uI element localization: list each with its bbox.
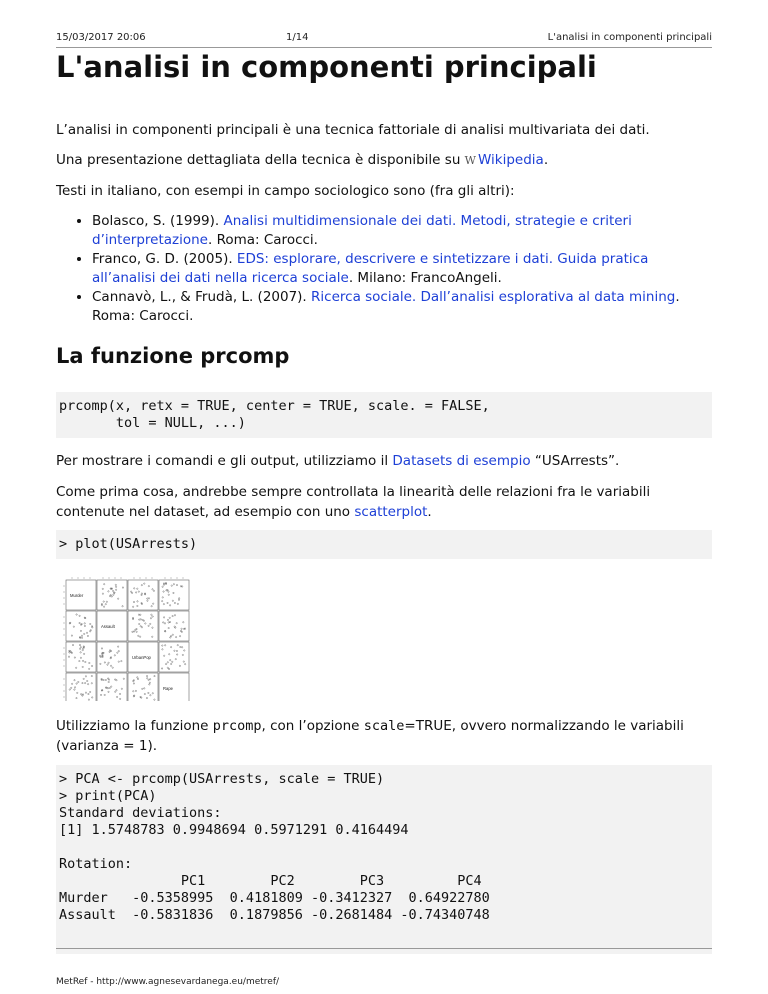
reference-item (92, 250, 712, 288)
matrix-point (79, 644, 80, 645)
matrix-point (109, 651, 110, 652)
matrix-point (85, 661, 86, 662)
matrix-point (135, 592, 136, 593)
matrix-point (76, 697, 77, 698)
matrix-point (87, 683, 88, 684)
matrix-point (182, 654, 183, 655)
matrix-point (133, 631, 134, 632)
matrix-point (100, 694, 101, 695)
reference-authors: Cannavò, L., & Frudà, L. (2007). (92, 289, 312, 305)
matrix-point (177, 603, 178, 604)
matrix-point (184, 650, 185, 651)
matrix-point (152, 627, 153, 628)
matrix-point (141, 584, 142, 585)
matrix-point (172, 661, 173, 662)
matrix-point (164, 623, 165, 624)
datasets-text-end: “USArrests”. (530, 453, 620, 469)
matrix-point (71, 683, 72, 684)
matrix-point (148, 692, 149, 693)
matrix-point (162, 649, 163, 650)
matrix-point (137, 605, 138, 606)
footer-divider (56, 948, 712, 949)
header-page-number: 1/14 (286, 32, 309, 43)
matrix-point (80, 652, 81, 653)
prcomp-paragraph (56, 716, 712, 756)
matrix-point (152, 636, 153, 637)
matrix-point (105, 679, 106, 680)
matrix-point (87, 680, 88, 681)
matrix-point (122, 606, 123, 607)
matrix-point (117, 652, 118, 653)
matrix-point (104, 694, 105, 695)
reference-link[interactable]: Analisi multidimensionale dei dati. Metodi, strategie e criteri d’interpretazione (92, 213, 632, 248)
matrix-point (87, 635, 88, 636)
matrix-point (84, 682, 85, 683)
matrix-point (108, 691, 109, 692)
wikipedia-icon: W (464, 154, 476, 167)
matrix-point (153, 590, 154, 591)
matrix-point (140, 619, 141, 620)
matrix-point (111, 596, 112, 597)
matrix-point (105, 604, 106, 605)
scatterplot-matrix-image (56, 566, 200, 701)
prcomp-text-mid: , con l’opzione (261, 718, 364, 734)
matrix-point (114, 679, 115, 680)
matrix-point (174, 602, 175, 603)
matrix-panel (128, 611, 158, 641)
matrix-point (179, 598, 180, 599)
matrix-point (115, 584, 116, 585)
matrix-point (170, 646, 171, 647)
matrix-panel (159, 580, 189, 610)
matrix-point (104, 662, 105, 663)
page-header (56, 32, 712, 44)
reference-link[interactable]: Ricerca sociale. Dall’analisi esplorativa al data mining (311, 289, 676, 305)
matrix-point (74, 657, 75, 658)
page-footer: MetRef - http://www.agnesevardanega.eu/metref/ (56, 977, 280, 987)
matrix-point (122, 587, 123, 588)
matrix-point (143, 620, 144, 621)
matrix-point (130, 591, 131, 592)
code-block-plot: > plot(USArrests) (56, 530, 712, 559)
matrix-point (101, 678, 102, 679)
reference-item (92, 212, 712, 250)
matrix-point (137, 601, 138, 602)
prcomp-text-end: =TRUE, ovvero normalizzando le variabili (varianza = 1). (56, 718, 684, 754)
matrix-point (170, 637, 171, 638)
matrix-point (92, 697, 93, 698)
matrix-point (141, 593, 142, 594)
matrix-point (162, 645, 163, 646)
linearity-text-end: . (427, 504, 432, 520)
reference-publisher: . Milano: FrancoAngeli. (348, 270, 502, 286)
matrix-point (101, 690, 102, 691)
matrix-point (174, 650, 175, 651)
matrix-point (138, 614, 139, 615)
matrix-point (138, 591, 139, 592)
matrix-panel (159, 642, 189, 672)
matrix-point (116, 696, 117, 697)
matrix-point (109, 687, 110, 688)
matrix-point (179, 635, 180, 636)
matrix-point (68, 656, 69, 657)
matrix-point (135, 690, 136, 691)
matrix-point (136, 628, 137, 629)
matrix-point (162, 600, 163, 601)
inline-code-prcomp: prcomp (212, 718, 262, 734)
matrix-panel (128, 580, 158, 610)
matrix-point (115, 589, 116, 590)
matrix-point (84, 625, 85, 626)
matrix-point (146, 675, 147, 676)
reference-link[interactable]: EDS: esplorare, descrivere e sintetizzare i dati. Guida pratica all’analisi dei dati nella ricerca sociale (92, 251, 649, 286)
matrix-point (169, 621, 170, 622)
matrix-point (91, 665, 92, 666)
matrix-point (118, 650, 119, 651)
matrix-point (74, 680, 75, 681)
matrix-point (141, 627, 142, 628)
matrix-point (167, 667, 168, 668)
matrix-point (89, 668, 90, 669)
matrix-point (103, 679, 104, 680)
datasets-text: Per mostrare i comandi e gli output, utilizziamo il (56, 453, 393, 469)
matrix-point (176, 650, 177, 651)
matrix-panel (66, 673, 96, 701)
matrix-point (71, 635, 72, 636)
matrix-point (106, 601, 107, 602)
matrix-point (101, 648, 102, 649)
matrix-point (149, 684, 150, 685)
matrix-point (174, 615, 175, 616)
matrix-point (175, 658, 176, 659)
matrix-point (86, 632, 87, 633)
matrix-point (162, 597, 163, 598)
matrix-point (78, 681, 79, 682)
matrix-point (167, 662, 168, 663)
matrix-point (148, 598, 149, 599)
matrix-point (173, 592, 174, 593)
matrix-point (89, 691, 90, 692)
matrix-point (150, 679, 151, 680)
matrix-point (165, 645, 166, 646)
matrix-point (110, 665, 111, 666)
matrix-panel (159, 611, 189, 641)
matrix-point (169, 654, 170, 655)
matrix-point (80, 694, 81, 695)
matrix-point (76, 614, 77, 615)
matrix-point (151, 614, 152, 615)
matrix-point (88, 693, 89, 694)
matrix-point (83, 678, 84, 679)
matrix-point (163, 591, 164, 592)
matrix-point (108, 662, 109, 663)
matrix-point (103, 606, 104, 607)
reference-authors: Franco, G. D. (2005). (92, 251, 237, 267)
matrix-point (91, 675, 92, 676)
matrix-point (133, 601, 134, 602)
reference-publisher: . Roma: Carocci. (92, 289, 680, 324)
matrix-point (73, 626, 74, 627)
matrix-point (80, 647, 81, 648)
matrix-point (102, 588, 103, 589)
matrix-point (150, 623, 151, 624)
matrix-point (139, 623, 140, 624)
matrix-point (161, 668, 162, 669)
matrix-point (112, 667, 113, 668)
intro-paragraph: L’analisi in componenti principali è una tecnica fattoriale di analisi multivariata dei dati. (56, 122, 650, 138)
matrix-point (172, 600, 173, 601)
matrix-point (80, 657, 81, 658)
matrix-point (82, 660, 83, 661)
header-title: L'analisi in componenti principali (547, 32, 712, 43)
wikipedia-link[interactable]: Wikipedia (477, 152, 544, 168)
matrix-point (76, 683, 77, 684)
inline-code-scale: scale (363, 718, 405, 734)
prcomp-text: Utilizziamo la funzione (56, 718, 213, 734)
scatterplot-link[interactable]: scatterplot (354, 504, 428, 520)
matrix-point (69, 652, 70, 653)
matrix-point (179, 665, 180, 666)
wiki-text: Una presentazione dettagliata della tecnica è disponibile su (56, 152, 465, 168)
matrix-point (145, 623, 146, 624)
matrix-point (137, 678, 138, 679)
matrix-point (115, 691, 116, 692)
matrix-point (149, 682, 150, 683)
matrix-point (180, 646, 181, 647)
matrix-variable-label: UrbanPop (132, 655, 151, 660)
matrix-point (170, 659, 171, 660)
matrix-point (140, 626, 141, 627)
matrix-point (163, 603, 164, 604)
matrix-point (75, 667, 76, 668)
matrix-point (137, 588, 138, 589)
matrix-point (133, 683, 134, 684)
matrix-point (181, 628, 182, 629)
matrix-point (148, 625, 149, 626)
header-divider (56, 47, 712, 48)
linearity-text: Come prima cosa, andrebbe sempre controllata la linearità delle relazioni fra le variabili contenute nel dataset, ad esempio con uno (56, 484, 651, 520)
matrix-variable-label: Murder (70, 593, 84, 598)
matrix-point (85, 676, 86, 677)
matrix-point (139, 636, 140, 637)
matrix-point (74, 689, 75, 690)
matrix-point (181, 647, 182, 648)
matrix-point (79, 615, 80, 616)
matrix-point (169, 617, 170, 618)
matrix-point (172, 615, 173, 616)
wiki-text-end: . (543, 152, 549, 168)
matrix-point (100, 656, 101, 657)
matrix-point (168, 668, 169, 669)
section-title: La funzione prcomp (56, 344, 290, 368)
matrix-point (89, 662, 90, 663)
matrix-point (144, 693, 145, 694)
matrix-point (111, 686, 112, 687)
matrix-point (177, 644, 178, 645)
matrix-point (115, 586, 116, 587)
matrix-point (118, 661, 119, 662)
matrix-point (114, 655, 115, 656)
matrix-point (163, 617, 164, 618)
datasets-paragraph (56, 451, 712, 471)
matrix-point (107, 678, 108, 679)
matrix-point (119, 693, 120, 694)
matrix-point (134, 588, 135, 589)
matrix-point (132, 631, 133, 632)
matrix-point (72, 644, 73, 645)
matrix-point (82, 666, 83, 667)
matrix-point (90, 623, 91, 624)
matrix-point (107, 664, 108, 665)
matrix-point (168, 594, 169, 595)
code-block-pca-output: > PCA <- prcomp(USArrests, scale = TRUE) > print(PCA) Standard deviations: [1] 1.5748783 0.9948694 0.5971291 0.4164494 Rotation: PC1 PC2 PC3 PC4 Murder -0.5358995 0.4181809 -0.3412327 0.64922780 Assault -0.5831836 0.1879856 -0.2681484 -0.74340748 (56, 765, 712, 954)
matrix-point (168, 591, 169, 592)
code-block-prcomp-signature: prcomp(x, retx = TRUE, center = TRUE, scale. = FALSE, tol = NULL, ...) (56, 392, 712, 438)
linearity-paragraph (56, 482, 712, 522)
matrix-point (139, 619, 140, 620)
matrix-point (100, 663, 101, 664)
matrix-point (184, 663, 185, 664)
matrix-point (150, 618, 151, 619)
matrix-point (176, 623, 177, 624)
matrix-point (173, 584, 174, 585)
matrix-point (154, 675, 155, 676)
matrix-point (133, 691, 134, 692)
matrix-point (108, 591, 109, 592)
page-title: L'analisi in componenti principali (56, 50, 597, 84)
matrix-point (137, 677, 138, 678)
matrix-point (165, 582, 166, 583)
matrix-point (183, 622, 184, 623)
matrix-point (69, 689, 70, 690)
matrix-point (165, 663, 166, 664)
matrix-point (171, 585, 172, 586)
matrix-point (81, 635, 82, 636)
matrix-point (136, 631, 137, 632)
matrix-point (104, 584, 105, 585)
reference-item (92, 288, 712, 326)
matrix-point (167, 602, 168, 603)
matrix-point (146, 697, 147, 698)
matrix-point (141, 594, 142, 595)
matrix-point (163, 622, 164, 623)
matrix-point (175, 636, 176, 637)
header-datetime: 15/03/2017 20:06 (56, 32, 146, 43)
matrix-point (169, 605, 170, 606)
matrix-point (152, 589, 153, 590)
matrix-point (71, 687, 72, 688)
matrix-point (164, 655, 165, 656)
matrix-point (81, 637, 82, 638)
matrix-point (82, 682, 83, 683)
matrix-point (80, 630, 81, 631)
matrix-point (123, 678, 124, 679)
matrix-point (77, 692, 78, 693)
matrix-point (88, 699, 89, 700)
matrix-point (171, 663, 172, 664)
matrix-point (177, 654, 178, 655)
matrix-point (79, 648, 80, 649)
matrix-point (168, 622, 169, 623)
matrix-point (132, 606, 133, 607)
matrix-point (121, 688, 122, 689)
matrix-point (147, 600, 148, 601)
matrix-point (142, 688, 143, 689)
matrix-point (183, 661, 184, 662)
matrix-point (154, 699, 155, 700)
matrix-point (83, 646, 84, 647)
matrix-point (151, 606, 152, 607)
matrix-point (79, 622, 80, 623)
matrix-point (153, 603, 154, 604)
matrix-point (144, 688, 145, 689)
matrix-point (178, 599, 179, 600)
reference-authors: Bolasco, S. (1999). (92, 213, 224, 229)
matrix-point (82, 649, 83, 650)
matrix-point (131, 592, 132, 593)
matrix-point (138, 635, 139, 636)
matrix-point (148, 585, 149, 586)
datasets-link[interactable]: Datasets di esempio (392, 453, 531, 469)
matrix-point (148, 679, 149, 680)
matrix-point (74, 687, 75, 688)
matrix-point (176, 584, 177, 585)
matrix-point (150, 695, 151, 696)
matrix-point (84, 633, 85, 634)
matrix-point (172, 634, 173, 635)
matrix-variable-label: Rape (163, 686, 174, 691)
matrix-variable-label: Assault (101, 624, 115, 629)
matrix-point (108, 681, 109, 682)
matrix-point (180, 630, 181, 631)
matrix-point (116, 690, 117, 691)
matrix-point (140, 614, 141, 615)
matrix-point (113, 594, 114, 595)
matrix-point (144, 583, 145, 584)
matrix-point (121, 660, 122, 661)
matrix-point (152, 616, 153, 617)
matrix-point (168, 627, 169, 628)
matrix-point (84, 623, 85, 624)
matrix-point (118, 598, 119, 599)
texts-intro-paragraph: Testi in italiano, con esempi in campo sociologico sono (fra gli altri): (56, 183, 515, 199)
matrix-point (162, 586, 163, 587)
matrix-point (79, 660, 80, 661)
matrix-point (147, 678, 148, 679)
matrix-point (85, 692, 86, 693)
matrix-point (117, 646, 118, 647)
matrix-point (102, 593, 103, 594)
matrix-point (119, 698, 120, 699)
reference-publisher: . Roma: Carocci. (207, 232, 318, 248)
matrix-point (91, 683, 92, 684)
reference-list (56, 212, 712, 326)
matrix-point (103, 601, 104, 602)
matrix-point (83, 653, 84, 654)
matrix-point (167, 619, 168, 620)
matrix-point (107, 688, 108, 689)
matrix-point (181, 631, 182, 632)
matrix-point (152, 693, 153, 694)
wikipedia-paragraph (56, 150, 712, 171)
matrix-point (147, 598, 148, 599)
matrix-point (112, 590, 113, 591)
matrix-panel (128, 673, 158, 701)
